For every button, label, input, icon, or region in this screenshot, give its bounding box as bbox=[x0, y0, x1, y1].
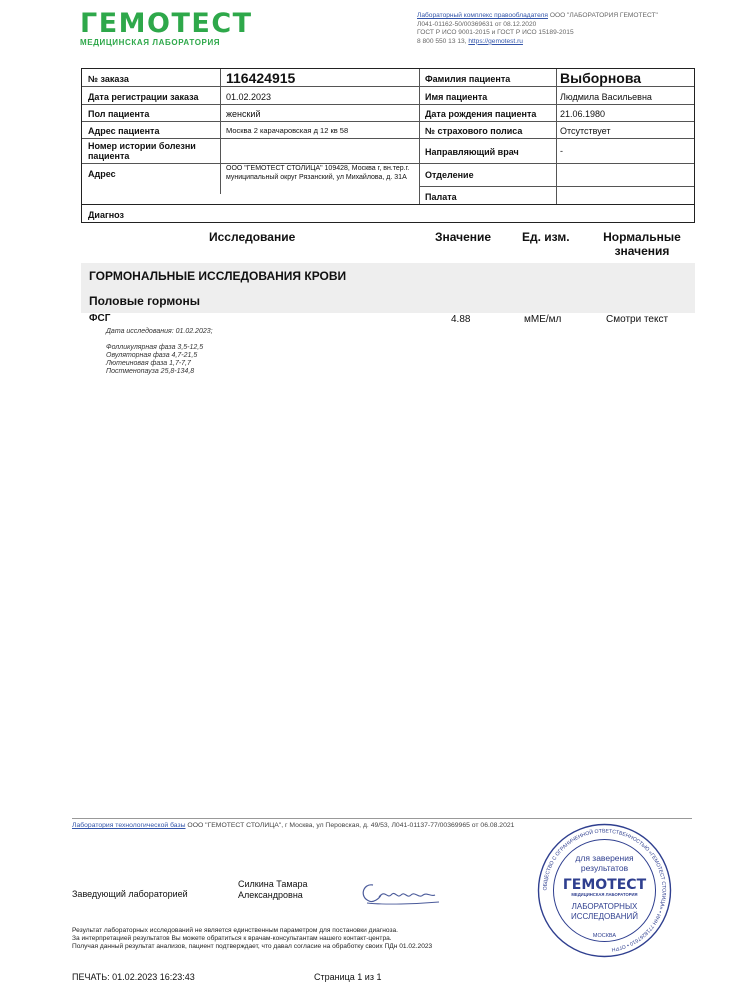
patient-address: Москва 2 карачаровская д 12 кв 58 bbox=[226, 126, 349, 135]
stamp-brand: ГЕМОТЕСТ bbox=[562, 877, 647, 893]
footer-divider bbox=[72, 818, 692, 819]
lab-address: ООО "ГЕМОТЕСТ СТОЛИЦА" 109428, Москва г, вн.тер.г. муниципальный округ Рязанский, ул Михайлова, д. 31А bbox=[226, 165, 410, 181]
reference-luteal: Лютеиновая фаза 1,7-7,7 bbox=[106, 360, 191, 367]
registration-date: 01.02.2023 bbox=[226, 92, 272, 102]
head-name-line1: Силкина Тамара bbox=[238, 879, 308, 889]
surname-label: Фамилия пациента bbox=[425, 74, 511, 84]
department-label: Отделение bbox=[425, 170, 474, 180]
diagnosis-label: Диагноз bbox=[88, 210, 124, 220]
print-timestamp: ПЕЧАТЬ: 01.02.2023 16:23:43 bbox=[72, 972, 195, 982]
column-norm-line2: значения bbox=[614, 244, 670, 258]
disclaimer-line3: Получая данный результат анализов, пациент подтверждает, что давал согласие на обработку своих ПДн 01.02.2023 bbox=[72, 943, 433, 951]
policy-label: № страхового полиса bbox=[425, 126, 523, 136]
ward-label: Палата bbox=[425, 192, 457, 202]
logo-subtitle: МЕДИЦИНСКАЯ ЛАБОРАТОРИЯ bbox=[80, 38, 221, 47]
stamp-ring-text: ОБЩЕСТВО С ОГРАНИЧЕННОЙ ОТВЕТСТВЕННОСТЬЮ «ГЕМОТЕСТ СТОЛИЦА» • ИНН 7718267610 • ОГРН bbox=[542, 828, 667, 953]
column-norm-line1: Нормальные bbox=[603, 230, 681, 244]
column-value: Значение bbox=[435, 230, 492, 244]
reference-follicular: Фолликулярная фаза 3,5-12,5 bbox=[106, 344, 204, 351]
patient-name: Людмила Васильевна bbox=[560, 92, 652, 102]
stamp-line3: ЛАБОРАТОРНЫХ bbox=[571, 902, 638, 911]
head-of-lab-label: Заведующий лабораторией bbox=[72, 889, 188, 899]
lab-base-info bbox=[72, 822, 522, 831]
name-label: Имя пациента bbox=[425, 92, 488, 102]
page-number: Страница 1 из 1 bbox=[314, 972, 382, 982]
license-gost: ГОСТ Р ИСО 9001-2015 и ГОСТ Р ИСО 15189-2015 bbox=[417, 29, 574, 37]
gemotest-logo bbox=[80, 10, 270, 47]
sex-label: Пол пациента bbox=[88, 109, 150, 119]
column-norm bbox=[598, 230, 686, 258]
stamp-brand-sub: МЕДИЦИНСКАЯ ЛАБОРАТОРИЯ bbox=[571, 892, 638, 897]
sex-value: женский bbox=[226, 109, 261, 119]
column-unit: Ед. изм. bbox=[522, 230, 570, 244]
policy-value: Отсутствует bbox=[560, 126, 611, 136]
license-link[interactable]: Лабораторный комплекс правообладателя bbox=[417, 12, 548, 19]
test-norm: Смотри текст bbox=[606, 314, 669, 325]
license-info bbox=[417, 12, 717, 46]
test-unit: мМЕ/мл bbox=[524, 314, 562, 325]
lab-base-text: ООО "ГЕМОТЕСТ СТОЛИЦА", г Москва, ул Перовская, д. 49/53, Л041-01137-77/00369965 от 06.08.2021 bbox=[187, 822, 515, 829]
registration-date-label: Дата регистрации заказа bbox=[88, 92, 199, 102]
head-name-line2: Александровна bbox=[238, 890, 303, 900]
test-name: ФСГ bbox=[89, 313, 111, 324]
order-number: 116424915 bbox=[226, 70, 296, 86]
license-owner: ООО "ЛАБОРАТОРИЯ ГЕМОТЕСТ" bbox=[549, 12, 658, 19]
column-test: Исследование bbox=[209, 230, 296, 244]
patient-info-box bbox=[81, 68, 695, 223]
doctor-value: - bbox=[560, 146, 563, 156]
test-date: Дата исследования: 01.02.2023; bbox=[106, 328, 213, 335]
birth-date: 21.06.1980 bbox=[560, 109, 606, 119]
lab-stamp bbox=[537, 823, 672, 958]
history-number-label: Номер истории болезни пациента bbox=[88, 141, 196, 161]
disclaimer bbox=[72, 927, 522, 952]
reference-ovulatory: Овуляторная фаза 4,7-21,5 bbox=[106, 352, 198, 359]
disclaimer-line1: Результат лабораторных исследований не является единственным параметром для постановки диагноза. bbox=[72, 927, 399, 934]
head-of-lab-name bbox=[238, 879, 308, 901]
license-phone: 8 800 550 13 13, bbox=[417, 37, 467, 45]
stamp-city: МОСКВА bbox=[592, 933, 617, 939]
surname: Выборнова bbox=[560, 70, 642, 86]
stamp-line4: ИССЛЕДОВАНИЙ bbox=[571, 912, 638, 921]
order-number-label: № заказа bbox=[88, 74, 129, 84]
section-title: ГОРМОНАЛЬНЫЕ ИССЛЕДОВАНИЯ КРОВИ bbox=[89, 269, 347, 283]
birth-date-label: Дата рождения пациента bbox=[425, 109, 537, 119]
lab-address-label: Адрес bbox=[88, 169, 116, 179]
disclaimer-line2: За интерпретацией результатов Вы можете обратиться к врачам-консультантам нашего контакт-центра. bbox=[72, 935, 392, 943]
reference-values bbox=[106, 344, 203, 376]
website-link[interactable]: https://gemotest.ru bbox=[468, 37, 523, 45]
doctor-label: Направляющий врач bbox=[425, 147, 519, 157]
subsection-title: Половые гормоны bbox=[89, 294, 200, 308]
stamp-line1: для заверения bbox=[575, 853, 634, 863]
test-value: 4.88 bbox=[451, 314, 471, 325]
reference-postmenopause: Постменопауза 25,8-134,8 bbox=[106, 368, 195, 375]
stamp-line2: результатов bbox=[580, 863, 629, 873]
signature bbox=[355, 875, 445, 909]
license-number: Л041-01162-50/00369631 от 08.12.2020 bbox=[417, 20, 537, 28]
patient-address-label: Адрес пациента bbox=[88, 126, 160, 136]
lab-base-link[interactable]: Лаборатория технологической базы bbox=[72, 822, 186, 829]
logo-text: ГЕМОТЕСТ bbox=[80, 8, 253, 39]
